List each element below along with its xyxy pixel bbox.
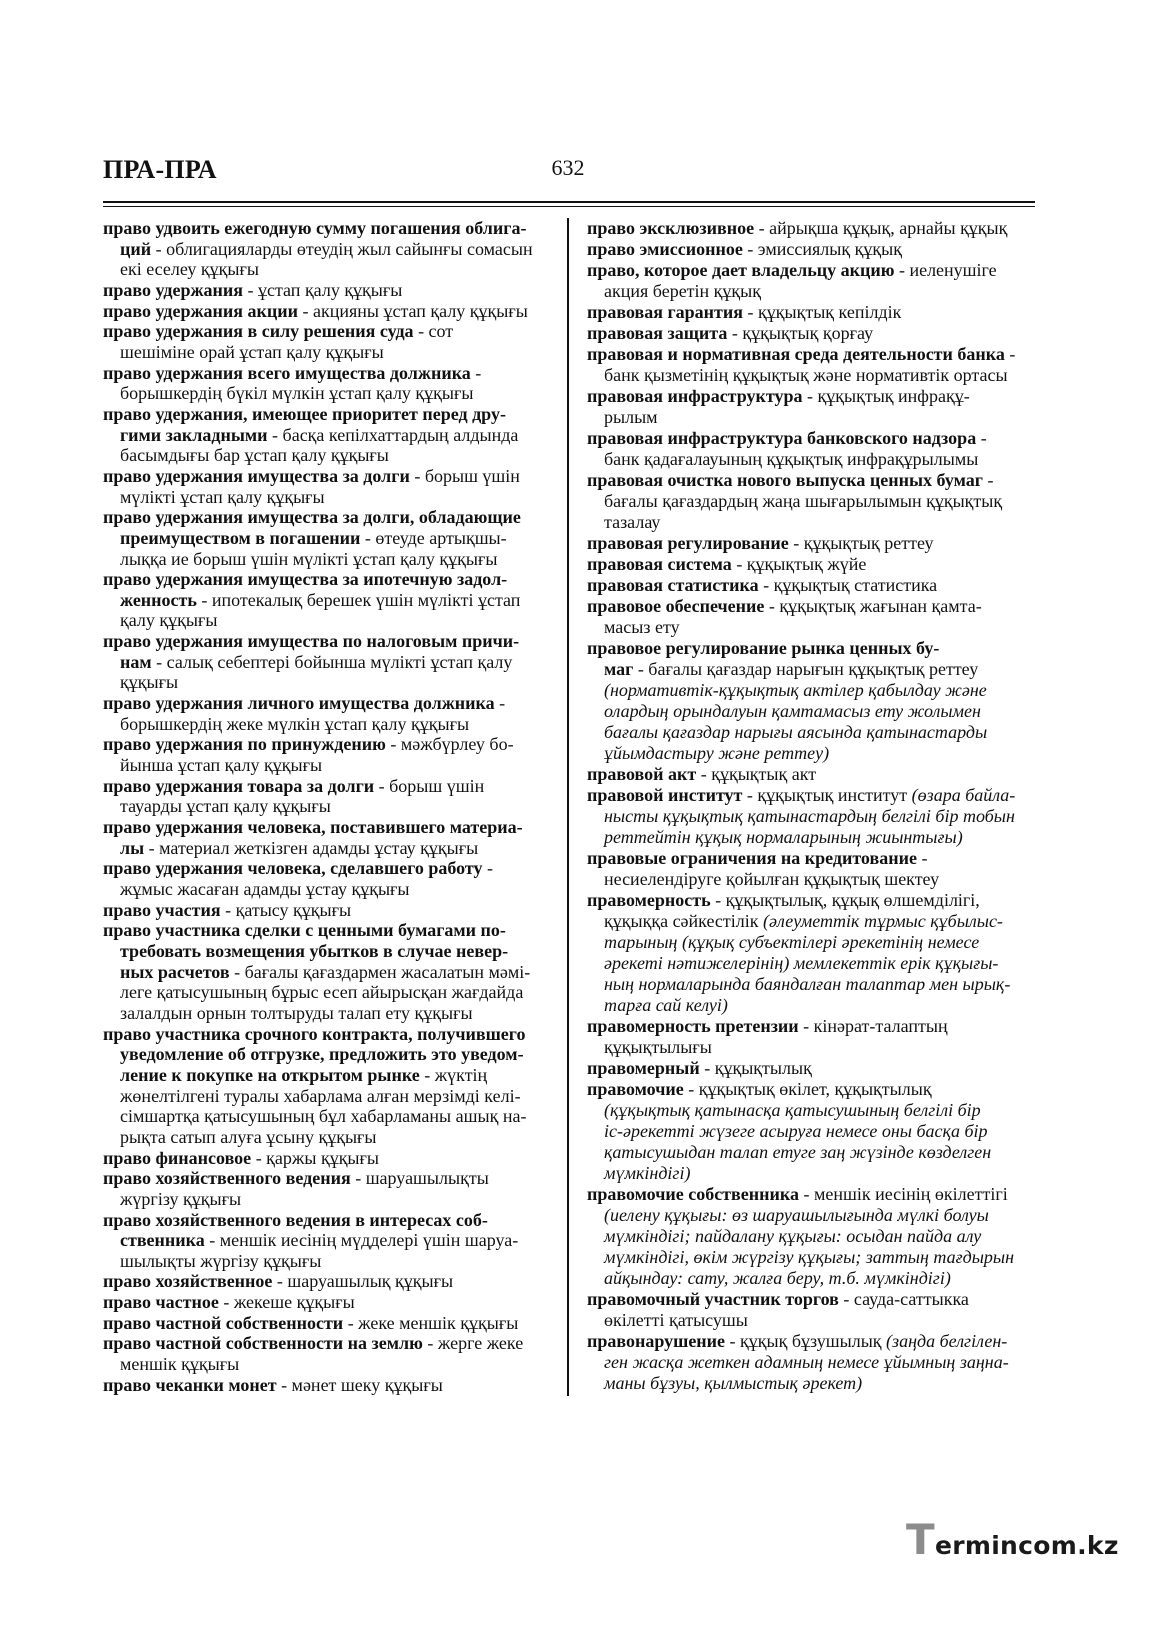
entry-translation: - бағалы қағаздардың жаңа шығарылымын құқықтық тазалау bbox=[604, 470, 1003, 532]
entry-translation: - облигацияларды өтеудің жыл сайынғы сомасын екі еселеу құқығы bbox=[120, 238, 533, 280]
entry-translation: - эмиссиялық құқық bbox=[742, 239, 902, 259]
dictionary-entry bbox=[103, 466, 549, 507]
dictionary-entry bbox=[103, 734, 549, 775]
entry-term: право удержания имущества за долги, обладающие преимуществом в погашении bbox=[103, 507, 521, 548]
entry-translation: - сауда-саттыкка өкілетті қатысушы bbox=[604, 1289, 969, 1330]
dictionary-entry bbox=[103, 280, 549, 301]
dictionary-entry bbox=[587, 1331, 1033, 1394]
entry-term: право удержания в силу решения суда bbox=[103, 321, 414, 342]
entry-translation: - ипотекалық берешек үшін мүлікті ұстап қалу құқығы bbox=[120, 589, 521, 631]
entry-translation: - жерге жеке меншік құқығы bbox=[120, 1333, 524, 1375]
entry-term: право эмиссионное bbox=[587, 239, 743, 259]
entry-translation: - құқықтық қорғау bbox=[727, 323, 874, 343]
entry-translation: - салық себептері бойынша мүлікті ұстап қалу құқығы bbox=[120, 651, 513, 693]
dictionary-entry bbox=[587, 638, 1033, 764]
entry-translation: - иеленушіге акция беретін құқық bbox=[604, 260, 997, 301]
entry-term: правомочие собственника bbox=[587, 1184, 799, 1204]
dictionary-entry bbox=[587, 302, 1033, 323]
entry-term: правовая система bbox=[587, 554, 732, 574]
entry-term: правовая инфраструктура bbox=[587, 386, 803, 406]
entry-translation: - құқықтылық, құқық өлшемділігі, құқыққа сәйкестілік bbox=[604, 890, 980, 931]
entry-translation: - құқықтық акт bbox=[696, 764, 817, 784]
dictionary-entry bbox=[587, 470, 1033, 533]
entry-term: правовая очистка нового выпуска ценных бумаг bbox=[587, 470, 983, 490]
entry-term: правовая защита bbox=[587, 323, 728, 343]
dictionary-entry bbox=[103, 1148, 549, 1169]
entry-translation: - мәжбүрлеу бо- йынша ұстап қалу құқығы bbox=[120, 734, 514, 776]
entry-translation: - жеке меншік құқығы bbox=[343, 1312, 519, 1333]
dictionary-entry bbox=[587, 764, 1033, 785]
dictionary-entry bbox=[587, 323, 1033, 344]
entry-note: (құқықтық қатынасқа қатысушының белгілі бір іс-әрекетті жүзеге асыруға немесе оны басқа бір қатысушыдан талап етуге заң жүзінде көзделген мүмкіндігі) bbox=[604, 1100, 992, 1183]
dictionary-entry bbox=[103, 1375, 549, 1396]
dictionary-entry bbox=[103, 693, 549, 734]
entry-translation: - құқықтық жағынан қамта- масыз ету bbox=[604, 596, 982, 637]
dictionary-entry bbox=[103, 569, 549, 631]
entry-translation: - құқықтық статистика bbox=[758, 575, 938, 595]
entry-translation: - шаруашылықты жүргізу құқығы bbox=[120, 1168, 489, 1209]
column-divider bbox=[567, 218, 569, 1396]
dictionary-entry bbox=[103, 900, 549, 921]
entry-translation: - құқықтық кепілдік bbox=[743, 302, 902, 322]
dictionary-entry bbox=[103, 321, 549, 362]
dictionary-entry bbox=[587, 785, 1033, 848]
entry-translation: - ұстап қалу құқығы bbox=[242, 279, 403, 300]
entry-translation: - қаржы құқығы bbox=[251, 1147, 380, 1168]
entry-term: право удержания, имеющее приоритет перед дру- гими закладными bbox=[103, 403, 506, 445]
dictionary-entry bbox=[587, 554, 1033, 575]
entry-term: правовое обеспечение bbox=[587, 596, 765, 616]
dictionary-entry bbox=[103, 776, 549, 817]
entry-term: право удержания личного имущества должника bbox=[103, 693, 495, 714]
entry-translation: - қатысу құқығы bbox=[220, 899, 352, 920]
dictionary-entry bbox=[103, 1024, 549, 1148]
entry-term: правовое регулирование рынка ценных бу- маг bbox=[587, 638, 940, 679]
entry-term: правомочие bbox=[587, 1079, 684, 1099]
entry-translation: - борыш үшін мүлікті ұстап қалу құқығы bbox=[120, 465, 520, 507]
entry-term: право удержания человека, сделавшего работу bbox=[103, 858, 483, 879]
entry-term: право финансовое bbox=[103, 1147, 252, 1168]
entry-term: право участия bbox=[103, 899, 221, 920]
entry-term: правовая гарантия bbox=[587, 302, 743, 322]
dictionary-entry bbox=[103, 858, 549, 899]
entry-translation: - мәнет шеку құқығы bbox=[276, 1374, 443, 1395]
entry-term: право частной собственности bbox=[103, 1312, 344, 1333]
entry-term: правовой институт bbox=[587, 785, 743, 805]
entry-note: (әлеуметтік тұрмыс құбылыс- тарының (құқық субъектілері әрекетінің немесе әрекеті нәтижелерінің) мемлекеттік ерік құқығы- ның нормаларында баяндалған талаптар мен ырық- тарға сай келуі) bbox=[604, 911, 1011, 1015]
dictionary-entry bbox=[587, 848, 1033, 890]
dictionary-entry bbox=[103, 404, 549, 466]
entry-term: правомерный bbox=[587, 1058, 700, 1078]
entry-term: право эксклюзивное bbox=[587, 218, 755, 238]
entry-translation: - айрықша құқық, арнайы құқық bbox=[754, 218, 1008, 238]
dictionary-entry bbox=[587, 890, 1033, 1016]
entry-translation: - құқықтық өкілет, құқықтылық bbox=[683, 1079, 932, 1099]
entry-translation: - басқа кепілхаттардың алдында басымдығы бар ұстап қалу құқығы bbox=[120, 424, 519, 466]
entry-translation: - жұмыс жасаған адамды ұстау құқығы bbox=[120, 858, 494, 899]
entry-translation: - жекеше құқығы bbox=[218, 1292, 355, 1313]
entry-term: правовые ограничения на кредитование bbox=[587, 848, 917, 868]
dictionary-entry bbox=[587, 239, 1033, 260]
entry-term: правовая статистика bbox=[587, 575, 759, 595]
entry-translation: - несиелендіруге қойылған құқықтық шектеу bbox=[604, 848, 940, 889]
dictionary-entry bbox=[587, 533, 1033, 554]
running-head: ПРА-ПРА bbox=[103, 155, 217, 184]
page-number: 632 bbox=[551, 155, 585, 180]
dictionary-entry bbox=[103, 1168, 549, 1209]
entry-term: правонарушение bbox=[587, 1331, 726, 1351]
dictionary-entry bbox=[587, 575, 1033, 596]
entry-term: право хозяйственное bbox=[103, 1271, 273, 1292]
dictionary-entry bbox=[103, 920, 549, 1023]
entry-term: право чеканки монет bbox=[103, 1374, 277, 1395]
entry-translation: - акцияны ұстап қалу құқығы bbox=[297, 300, 528, 321]
entry-term: право удержания товара за долги bbox=[103, 775, 375, 796]
entry-term: право частной собственности на землю bbox=[103, 1333, 423, 1354]
site-logo[interactable]: Termincom.kz bbox=[906, 1515, 1119, 1564]
dictionary-entry bbox=[103, 363, 549, 404]
dictionary-entry bbox=[103, 1271, 549, 1292]
entry-translation: - банк қызметінің құқықтық және нормативтік ортасы bbox=[604, 344, 1016, 385]
entry-term: право удержания имущества за ипотечную задол- женность bbox=[103, 569, 508, 610]
entry-translation: - борышкердің жеке мүлкін ұстап қалу құқығы bbox=[120, 693, 506, 734]
dictionary-entry bbox=[587, 1058, 1033, 1079]
entry-translation: - құқықтық институт bbox=[742, 785, 908, 805]
dictionary-entry bbox=[103, 1210, 549, 1272]
entry-term: право участника сделки с ценными бумагами по- требовать возмещения убытков в случае невер- ных расчетов bbox=[103, 920, 509, 982]
entry-note: (иелену құқығы: өз шаруашылығында мүлкі болуы мүмкіндігі; пайдалану құқығы: осыдан пайда алу мүмкіндігі, өкім жүргізу құқығы; заттың тағдырын айқындау: сату, жалға беру, т.б. мүмкіндігі) bbox=[604, 1205, 1015, 1288]
dictionary-entry bbox=[587, 344, 1033, 386]
entry-translation: - банк қадағалауының құқықтық инфрақұрылымы bbox=[604, 428, 987, 469]
entry-term: право удержания акции bbox=[103, 300, 298, 321]
entry-translation: - шаруашылық құқығы bbox=[272, 1271, 454, 1292]
entry-translation: - өтеуде артықшы- лыққа ие борыш үшін мүлікті ұстап қалу құқығы bbox=[120, 527, 507, 569]
entry-translation: - жүктің жөнелтілгені туралы хабарлама алған мерзімді келі- сімшартқа қатысушының бұл хабарламаны ашық на- рықта сатып алуға ұсыну құқығы bbox=[120, 1064, 527, 1147]
dictionary-entry bbox=[587, 1289, 1033, 1331]
entry-term: право удержания человека, поставившего материа- лы bbox=[103, 817, 523, 858]
dictionary-entry bbox=[103, 507, 549, 569]
dictionary-entry bbox=[587, 260, 1033, 302]
entry-term: правомерность bbox=[587, 890, 711, 910]
dictionary-entry bbox=[587, 1184, 1033, 1289]
dictionary-entry bbox=[587, 428, 1033, 470]
entry-term: право удержания имущества за долги bbox=[103, 465, 410, 486]
entry-term: право, которое дает владельцу акцию bbox=[587, 260, 895, 280]
entry-translation: - бағалы қағаздар нарығын құқықтық реттеу bbox=[633, 659, 979, 679]
entry-note: (заңда белгілен- ген жасқа жеткен адамның немесе ұйымның заңна- маны бұзуы, қылмыстық әрекет) bbox=[604, 1331, 1009, 1393]
entry-note: (нормативтік-құқықтық актілер қабылдау және олардың орындалуын қамтамасыз ету жолымен бағалы қағаздар нарығы аясында қатынастарды ұйымдастыру және реттеу) bbox=[604, 680, 988, 763]
entry-term: право удержания имущества по налоговым причи- нам bbox=[103, 631, 520, 672]
entry-translation: - меншік иесінің өкілеттігі bbox=[798, 1184, 1008, 1204]
entry-translation: - борышкердің бүкіл мүлкін ұстап қалу құқығы bbox=[120, 362, 482, 404]
entry-translation: - құқық бұзушылық bbox=[725, 1331, 882, 1351]
entry-term: правомерность претензии bbox=[587, 1016, 799, 1036]
entry-translation: - материал жеткізген адамды ұстау құқығы bbox=[144, 837, 479, 858]
entry-translation: - сот шешіміне орай ұстап қалу құқығы bbox=[120, 321, 454, 362]
entry-translation: - құқықтық жүйе bbox=[731, 554, 867, 574]
left-column bbox=[103, 218, 549, 1395]
dictionary-entry bbox=[587, 386, 1033, 428]
entry-term: правовая регулирование bbox=[587, 533, 789, 553]
entry-term: право удержания по принуждению bbox=[103, 734, 386, 755]
entry-translation: - құқықтық реттеу bbox=[788, 533, 934, 553]
right-column bbox=[587, 218, 1033, 1394]
entry-term: право удержания bbox=[103, 279, 243, 300]
header-rule-thick bbox=[103, 201, 1035, 203]
entry-term: право частное bbox=[103, 1292, 219, 1313]
dictionary-entry bbox=[103, 301, 549, 322]
entry-note: (өзара байла- нысты құқықтық қатынастардың белгілі бір тобын реттейтін құқық нормаларының жиынтығы) bbox=[604, 785, 1016, 847]
header-rule-thin bbox=[103, 206, 1035, 207]
dictionary-entry bbox=[587, 1079, 1033, 1184]
entry-term: право хозяйственного ведения bbox=[103, 1168, 351, 1189]
dictionary-entry bbox=[587, 218, 1033, 239]
entry-translation: - борыш үшін тауарды ұстап қалу құқығы bbox=[120, 775, 485, 817]
entry-term: право хозяйственного ведения в интересах соб- ственника bbox=[103, 1209, 488, 1251]
entry-term: право удержания всего имущества должника bbox=[103, 362, 471, 383]
entry-translation: - құқықтық инфрақұ- рылым bbox=[604, 386, 970, 427]
entry-translation: - құқықтылық bbox=[699, 1058, 812, 1078]
dictionary-entry bbox=[587, 596, 1033, 638]
entry-translation: - кінәрат-талаптың құқықтылығы bbox=[604, 1016, 948, 1057]
entry-translation: - меншік иесінің мүдделері үшін шаруа- шылықты жүргізу құқығы bbox=[120, 1230, 519, 1271]
entry-term: правовой акт bbox=[587, 764, 697, 784]
entry-term: правовая и нормативная среда деятельности банка bbox=[587, 344, 1005, 364]
dictionary-entry bbox=[103, 1333, 549, 1374]
entry-term: право удвоить ежегодную сумму погашения облига- ций bbox=[103, 218, 527, 259]
entry-term: право участника срочного контракта, получившего уведомление об отгрузке, предложить это уведом- ление к покупке на открытом рынке bbox=[103, 1023, 526, 1085]
dictionary-entry bbox=[103, 817, 549, 858]
dictionary-entry bbox=[103, 1292, 549, 1313]
entry-translation: - бағалы қағаздармен жасалатын мәмі- леге қатысушының бұрыс есеп айырысқан жағдайда залалдын орнын толтыруды талап ету құқығы bbox=[120, 961, 531, 1023]
dictionary-entry bbox=[587, 1016, 1033, 1058]
entry-term: правомочный участник торгов bbox=[587, 1289, 839, 1309]
dictionary-entry bbox=[103, 1313, 549, 1334]
entry-term: правовая инфраструктура банковского надзора bbox=[587, 428, 977, 448]
dictionary-entry bbox=[103, 631, 549, 693]
dictionary-entry bbox=[103, 218, 549, 280]
